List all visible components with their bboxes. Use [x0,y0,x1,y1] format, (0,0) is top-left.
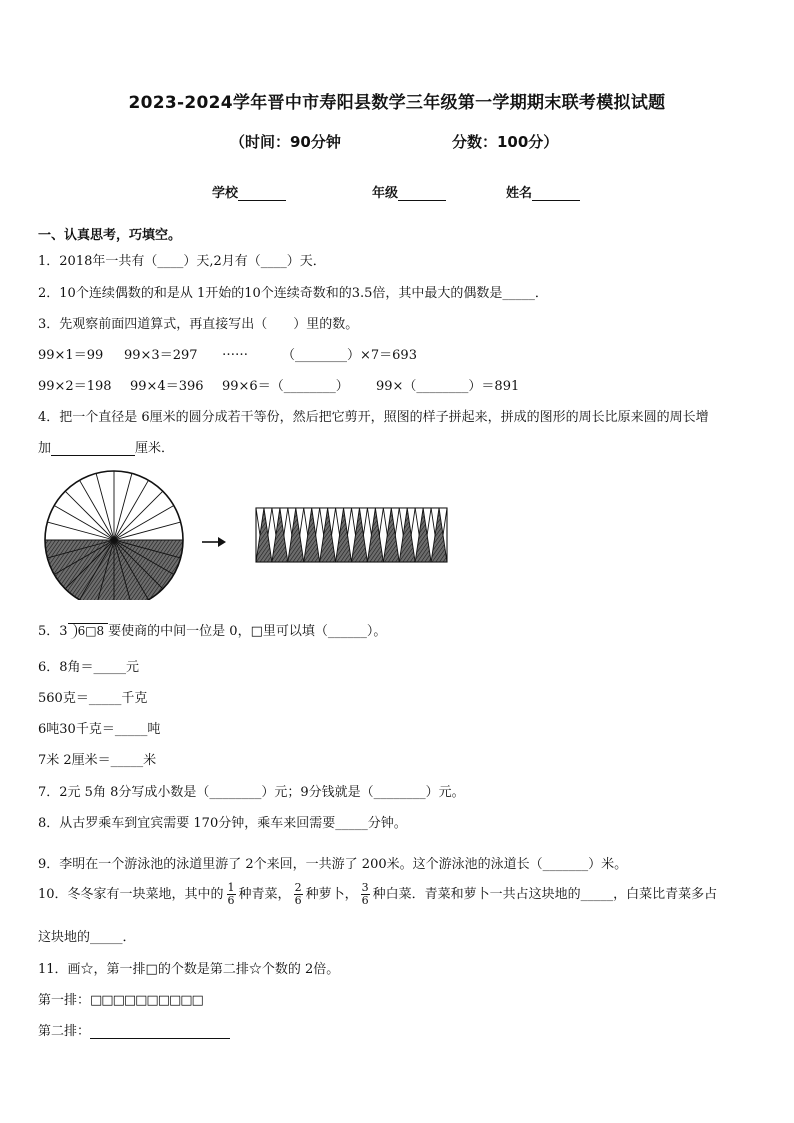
rearranged-sectors [256,508,447,562]
segmented-circle [45,471,183,600]
q5-suffix: 要使商的中间一位是 0，□里可以填（______）。 [108,624,387,639]
question-1: 1．2018年一共有（____）天,2月有（____）天． [38,254,326,269]
q10-part3: 种萝卜， [305,887,358,902]
circle-spoke [96,473,114,540]
school-field [212,182,286,201]
q11-row1 [38,989,203,1008]
q5-divisor: 3 [59,624,68,639]
q11-row2-blank[interactable] [90,1025,230,1039]
exam-score: 分数：100分） [452,133,559,151]
q5-prefix: 5． [38,624,60,639]
name-label: 姓名 [506,186,533,201]
q5-dividend: 6□8 [77,624,105,638]
q4-suffix: 厘米． [135,441,175,456]
q10-part2: 种青菜， [238,887,291,902]
question-10-line2: 这块地的_____． [38,930,136,945]
question-6d: 7米 2厘米＝_____米 [38,753,157,768]
question-7: 7．2元 5角 8分写成小数是（________）元；9分钱就是（________）元。 [38,785,465,800]
name-field [506,182,580,201]
circle-spoke [114,522,181,540]
q11-row2 [38,1020,230,1039]
grade-label: 年级 [372,186,399,201]
grade-field [372,182,446,201]
circle-spoke [47,522,114,540]
name-blank[interactable] [532,186,580,201]
question-6a: 6．8角＝_____元 [38,660,140,675]
section-heading: 一、认真思考，巧填空。 [38,228,182,243]
question-6c: 6吨30千克＝_____吨 [38,722,161,737]
school-label: 学校 [212,186,239,201]
question-8: 8．从古罗乘车到宜宾需要 170分钟，乘车来回需要_____分钟。 [38,816,407,831]
q5-long-division [68,623,109,640]
q4-prefix: 加 [38,441,52,456]
q3-row2-d: 99×（________）＝891 [376,379,520,394]
q11-row1-label: 第一排： [38,993,91,1008]
question-4-line1: 4．把一个直径是 6厘米的圆分成若干等份，然后把它剪开，照图的样子拼起来，拼成的图形的周长比原来圆的周长增 [38,410,709,425]
q10-part4: 种白菜．青菜和萝卜一共占这块地的_____，白菜比青菜多占 [372,887,718,902]
question-3: 3．先观察前面四道算式，再直接写出（ ）里的数。 [38,317,359,332]
q11-row1-boxes: □□□□□□□□□□ [90,993,203,1008]
question-6b: 560克＝_____千克 [38,691,148,706]
q3-row1-a: 99×1＝99 [38,348,104,363]
question-4-line2 [38,437,174,456]
q10-fraction-2: $\frac{2}{6}$ [294,881,302,907]
q4-blank[interactable] [51,442,135,456]
page-title: 2023-2024学年晋中市寿阳县数学三年级第一学期期末联考模拟试题 [128,93,666,113]
question-9: 9．李明在一个游泳池的泳道里游了 2个来回，一共游了 200米。这个游泳池的泳道长（_______）米。 [38,857,628,872]
q3-row2-c: 99×6＝（________） [222,379,349,394]
question-10-line1 [38,882,717,907]
q3-row2-a: 99×2＝198 [38,379,112,394]
circle-spoke [114,473,132,540]
q11-row2-label: 第二排： [38,1024,91,1039]
question-11: 11．画☆，第一排□的个数是第二排☆个数的 2倍。 [38,962,340,977]
circle-rearrangement-figure [42,470,462,600]
q10-fraction-1: $\frac{1}{6}$ [227,881,235,907]
q3-row1-b: 99×3＝297 [124,348,198,363]
exam-time: （时间：90分钟 [230,133,341,151]
school-blank[interactable] [238,186,286,201]
q3-row1-c: …… [222,344,248,359]
grade-blank[interactable] [398,186,446,201]
arrow-icon [202,537,226,547]
question-2: 2．10个连续偶数的和是从 1开始的10个连续奇数和的3.5倍，其中最大的偶数是_____． [38,286,548,301]
question-5 [38,620,386,640]
q3-row1-d: （________）×7＝693 [282,348,417,363]
q10-fraction-3: $\frac{3}{6}$ [361,881,369,907]
q10-part1: 10．冬冬家有一块菜地，其中的 [38,887,224,902]
q3-row2-b: 99×4＝396 [130,379,204,394]
